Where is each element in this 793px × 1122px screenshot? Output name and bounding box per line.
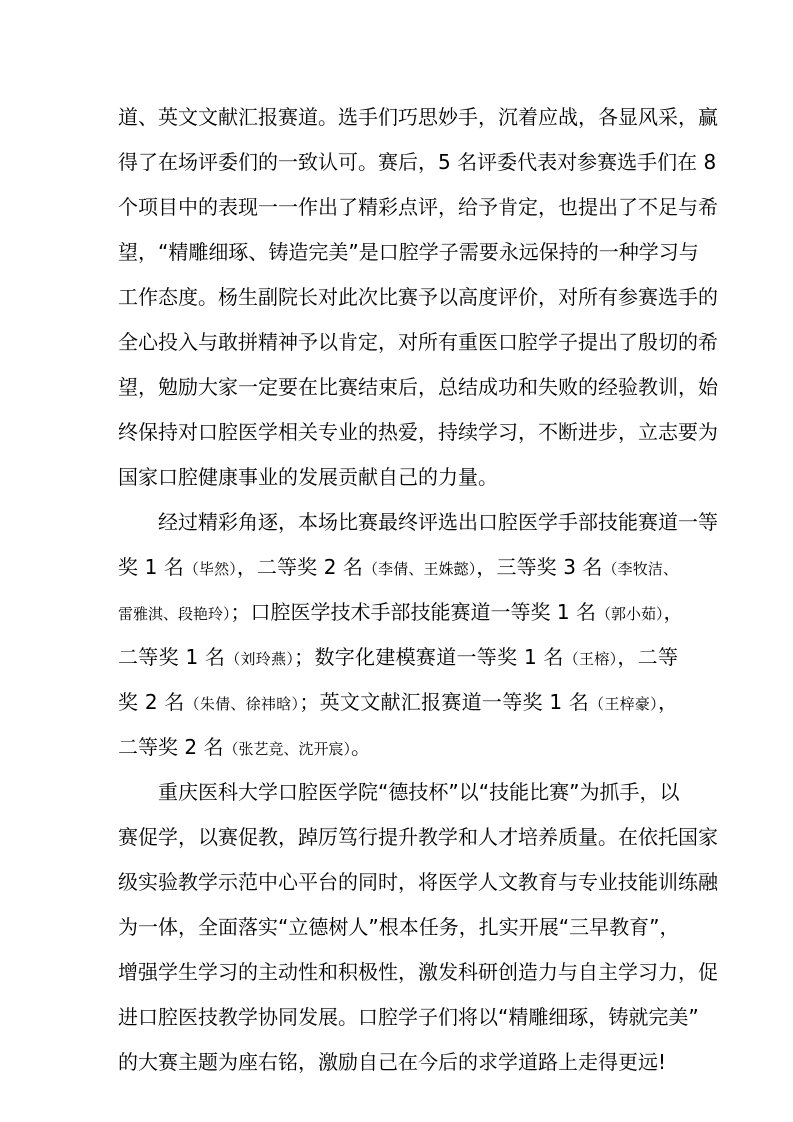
paragraph-1-line-7 [118, 367, 718, 407]
winner-names: （李牧洁、 [602, 560, 678, 578]
winner-names: （张艺竞、沈开宸） [223, 740, 351, 758]
award-text: ，三等奖 3 名 [476, 555, 603, 579]
award-text: ；口腔医学技术手部技能赛道一等奖 1 名 [230, 600, 596, 624]
paragraph-3-line-7 [118, 1042, 678, 1082]
paragraph-1-line-2 [118, 142, 717, 182]
text-line [118, 682, 678, 724]
text-line: 赛促学，以赛促教，踔厉笃行提升教学和人才培养质量。在依托国家 [118, 825, 718, 849]
award-text: ，二等奖 2 名 [236, 555, 363, 579]
award-text: 奖 1 名 [118, 555, 184, 579]
text-line: 得了在场评委们的一致认可。赛后，5 名评委代表对参赛选手们在 8 [118, 150, 717, 174]
award-text: 二等奖 1 名 [118, 645, 226, 669]
award-text: ， [657, 690, 678, 714]
paragraph-1-line-4 [118, 232, 699, 272]
text-line [118, 547, 678, 589]
winner-names: 雷雅淇、段艳玲） [118, 605, 231, 623]
text-line: 望，“精雕细琢、铸造完美”是口腔学子需要永远保持的一种学习与 [118, 240, 699, 264]
text-line: 增强学生学习的主动性和积极性，激发科研创造力与自主学习力，促 [118, 960, 718, 984]
text-line [118, 637, 678, 679]
paragraph-2-line-6 [118, 727, 678, 767]
text-line: 的大赛主题为座右铭，激励自己在今后的求学道路上走得更远! [118, 1050, 667, 1074]
paragraph-2-line-1 [118, 502, 718, 542]
text-line: 个项目中的表现一一作出了精彩点评，给予肯定，也提出了不足与希 [118, 195, 718, 219]
winner-names: （刘玲燕） [225, 650, 295, 668]
paragraph-3-line-4 [118, 907, 678, 947]
paragraph-3-line-3 [118, 862, 718, 902]
paragraph-1-line-5 [118, 277, 718, 317]
paragraph-2-line-2 [118, 547, 678, 587]
text-line: 级实验教学示范中心平台的同时，将医学人文教育与专业技能训练融 [118, 870, 718, 894]
paragraph-1-line-1 [118, 97, 718, 137]
paragraph-2-line-4 [118, 637, 678, 677]
paragraph-3-line-5 [118, 952, 718, 992]
text-line: 全心投入与敢拼精神予以肯定，对所有重医口腔学子提出了殷切的希 [118, 330, 718, 354]
paragraph-3-line-6 [118, 997, 699, 1037]
text-line [118, 592, 684, 634]
winner-names: （李倩、王姝懿） [363, 560, 477, 578]
award-text: ；数字化建模赛道一等奖 1 名 [294, 645, 564, 669]
paragraph-1-line-6 [118, 322, 718, 362]
winner-names: （王梓豪） [589, 695, 658, 713]
paragraph-2-line-3 [118, 592, 684, 632]
text-line: 望，勉励大家一定要在比赛结束后，总结成功和失败的经验教训，始 [118, 375, 718, 399]
award-text: ， [663, 600, 684, 624]
award-text: 二等奖 2 名 [118, 735, 224, 759]
text-line: 道、英文文献汇报赛道。选手们巧思妙手，沉着应战，各显风采，赢 [118, 105, 718, 129]
paragraph-2-line-5 [118, 682, 678, 722]
paragraph-1-line-8 [118, 412, 718, 452]
paragraph-1-line-3 [118, 187, 718, 227]
text-line: 进口腔医技教学协同发展。口腔学子们将以“精雕细琢，铸就完美” [118, 1005, 699, 1029]
winner-names: （王榕） [563, 650, 618, 668]
text-line: 为一体，全面落实“立德树人”根本任务，扎实开展“三早教育”， [118, 915, 680, 939]
award-text: ，二等 [617, 645, 678, 669]
award-text: ；英文文献汇报赛道一等奖 1 名 [299, 690, 590, 714]
text-line [118, 727, 678, 769]
winner-names: （毕然） [183, 560, 237, 578]
winner-names: （郭小茹） [595, 605, 664, 623]
winner-names: （朱倩、徐祎晗） [184, 695, 300, 713]
text-line: 工作态度。杨生副院长对此次比赛予以高度评价，对所有参赛选手的 [118, 285, 718, 309]
award-text: 奖 2 名 [118, 690, 185, 714]
text-line: 经过精彩角逐，本场比赛最终评选出口腔医学手部技能赛道一等 [158, 510, 718, 534]
paragraph-3-line-2 [118, 817, 718, 857]
paragraph-3-line-1 [118, 772, 678, 812]
award-text: 。 [350, 735, 371, 759]
text-line: 终保持对口腔医学相关专业的热爱，持续学习，不断进步，立志要为 [118, 420, 718, 444]
text-line: 国家口腔健康事业的发展贡献自己的力量。 [118, 465, 498, 489]
paragraph-1-line-9 [118, 457, 678, 497]
text-line: 重庆医科大学口腔医学院“德技杯”以“技能比赛”为抓手，以 [158, 780, 680, 804]
